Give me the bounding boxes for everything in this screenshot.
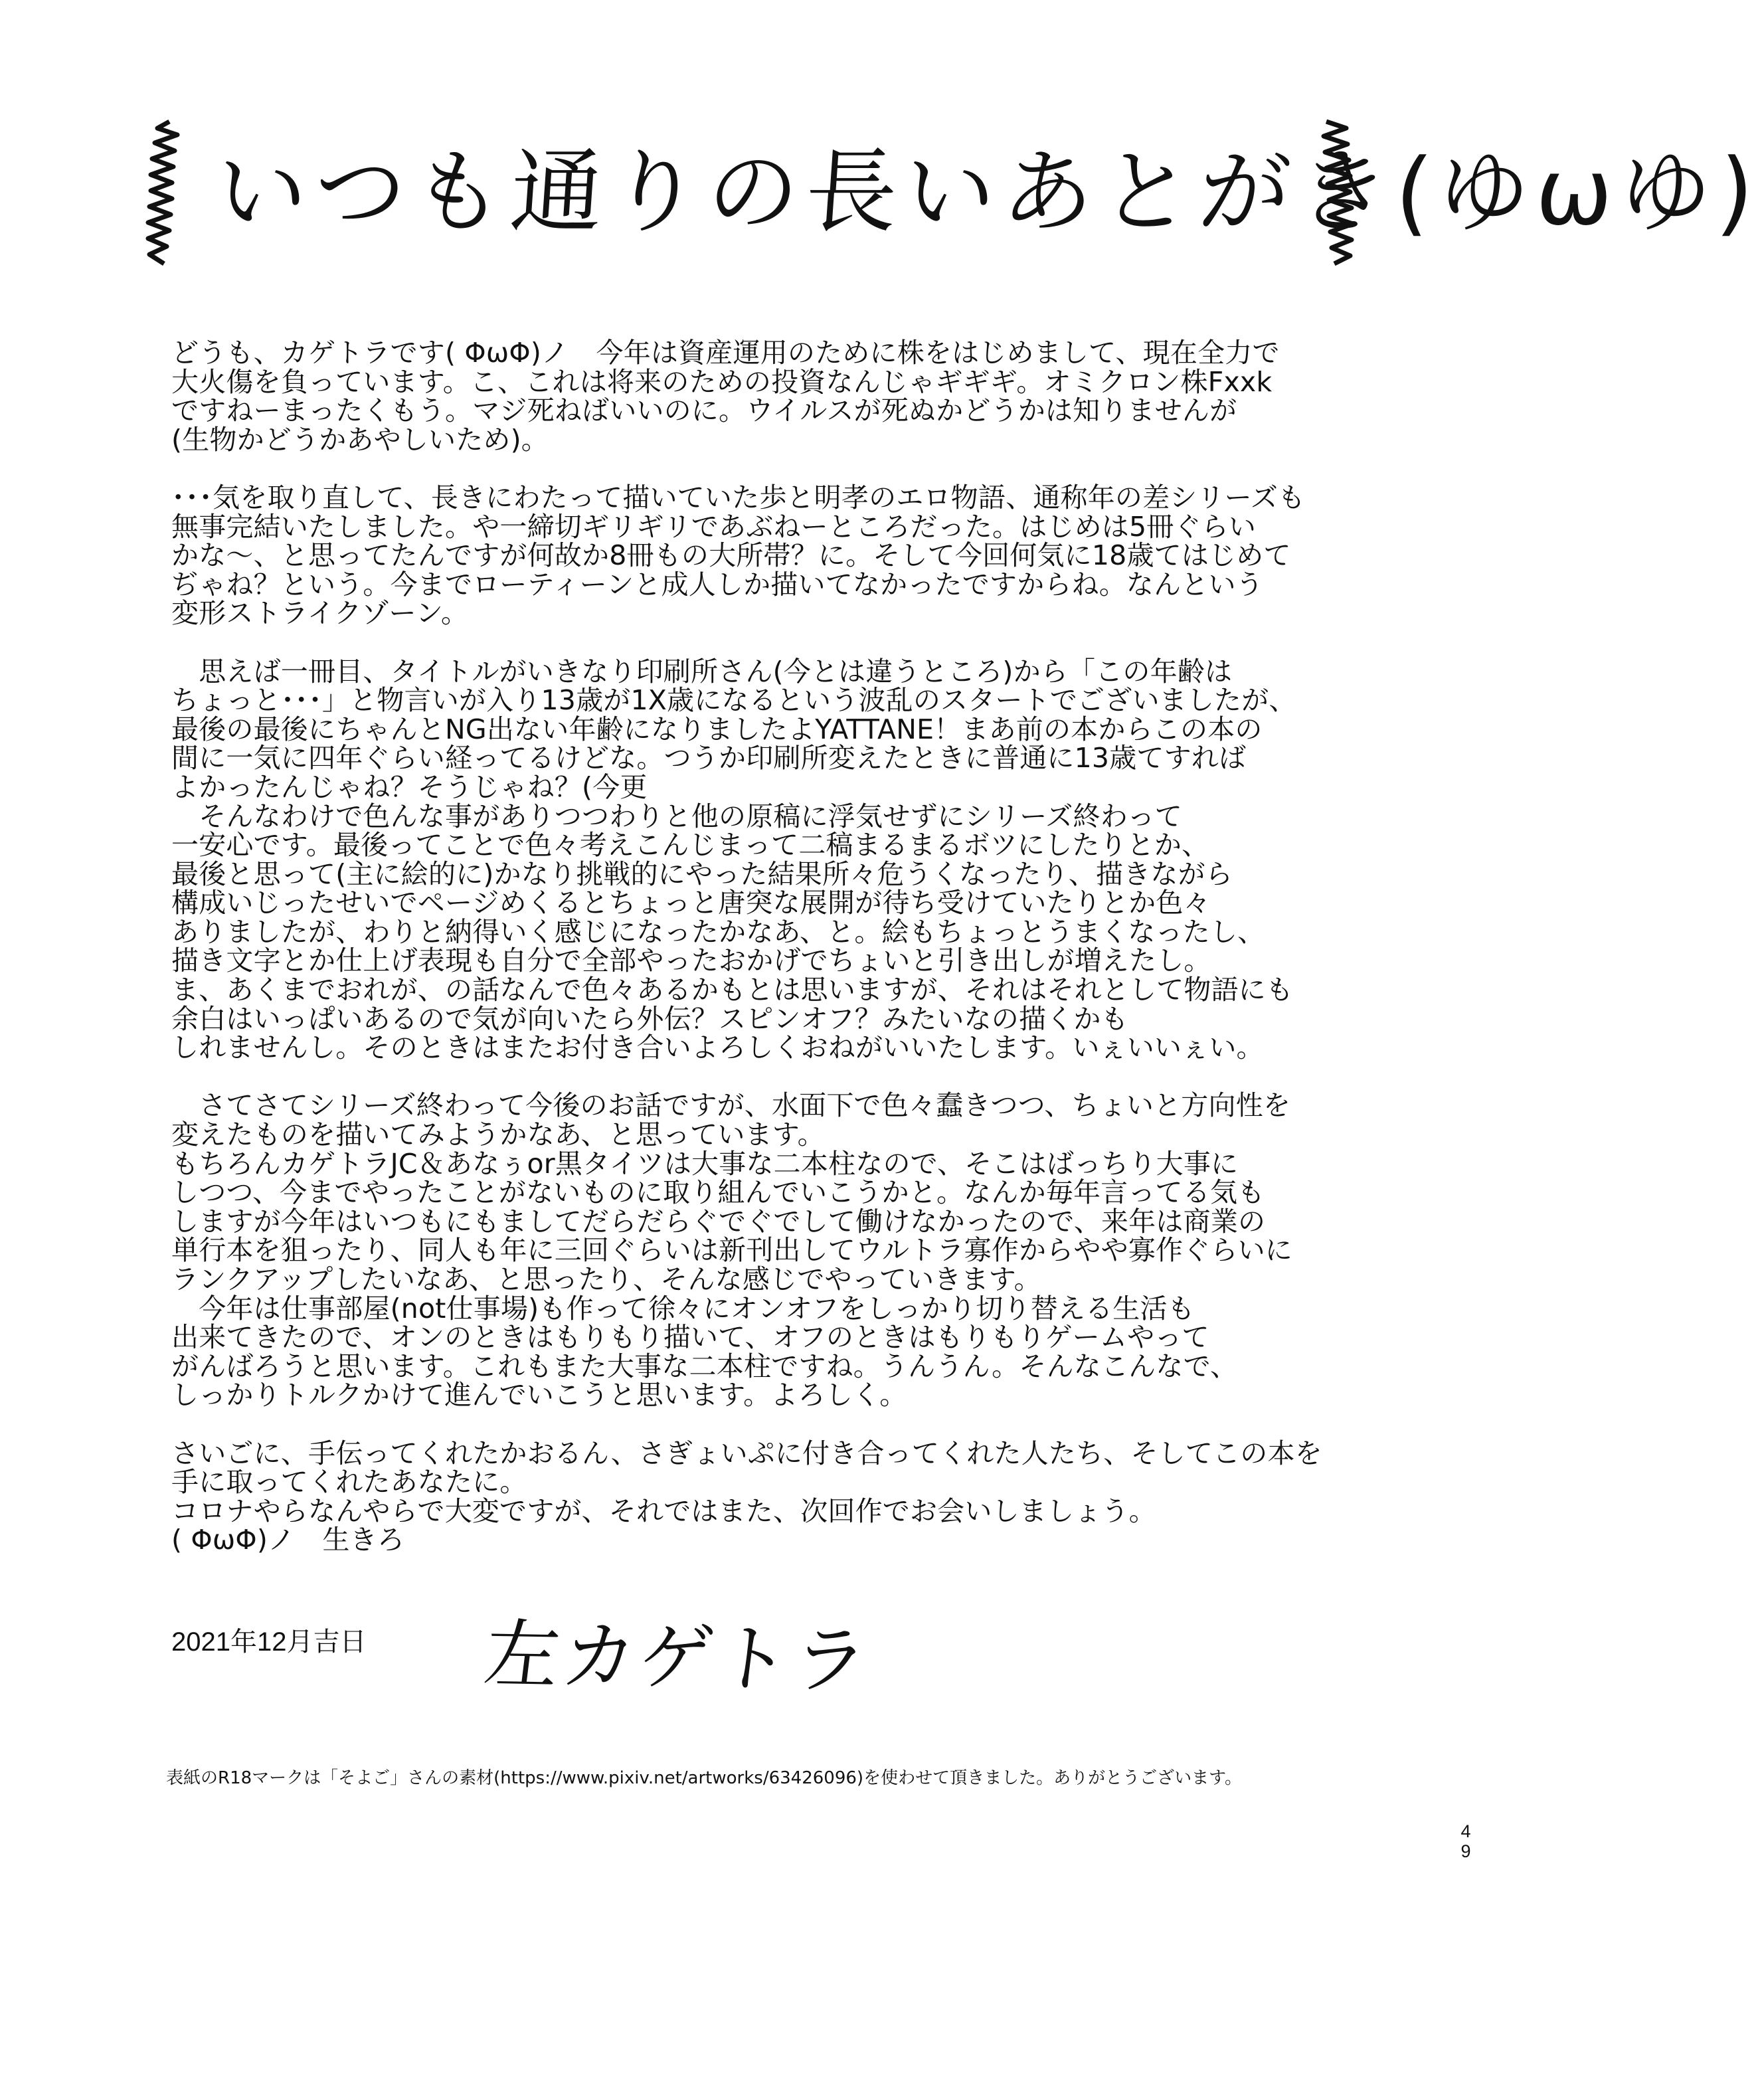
body-line: ランクアップしたいなあ、と思ったり、そんな感じでやっていきます。 (171, 1263, 1041, 1295)
body-line (171, 628, 1360, 658)
body-line: そんなわけで色んな事がありつつわりと他の原稿に浮気せずにシリーズ終わって (171, 800, 1182, 832)
body-line (171, 1410, 1360, 1439)
left-zigzag-decoration (148, 122, 177, 264)
body-line: 今年は仕事部屋(not仕事場)も作って徐々にオンオフをしっかり切り替える生活も (171, 1292, 1195, 1324)
author-signature (480, 1607, 875, 1707)
body-line: しますが今年はいつもにもましてだらだらぐでぐでして働けなかったので、来年は商業の (171, 1205, 1266, 1237)
body-line: しっかりトルクかけて進んでいこうと思います。よろしく。 (171, 1379, 907, 1412)
page-number-digit: 4 (1460, 1821, 1471, 1841)
body-line: 変形ストライクゾーン。 (171, 597, 469, 630)
body-line: ･･･気を取り直して、長きにわたって描いていた歩と明孝のエロ物語、通称年の差シリーズも (171, 481, 1306, 513)
body-line: (生物かどうかあやしいため)。 (171, 423, 549, 456)
body-line: 間に一気に四年ぐらい経ってるけどな。つうか印刷所変えたときに普通に13歳てすれば (171, 742, 1247, 774)
body-line: さてさてシリーズ終わって今後のお話ですが、水面下で色々蠢きつつ、ちょいと方向性を (171, 1089, 1291, 1122)
body-line: 一安心です。最後ってことで色々考えこんじまって二稿まるまるボツにしたりとか、 (171, 829, 1209, 862)
body-line: ( ΦωΦ)ノ 生きろ (171, 1524, 405, 1556)
body-line: がんばろうと思います。これもまた大事な二本柱ですね。うんうん。そんなこんなで、 (171, 1350, 1238, 1382)
body-line: しれませんし。そのときはまたお付き合いよろしくおねがいいたします。いぇいいぇい。 (171, 1032, 1264, 1064)
afterword-body (171, 339, 1360, 1555)
page-number (1456, 1821, 1476, 1861)
body-line: かな～、と思ってたんですが何故か8冊もの大所帯？に。そして今回何気に18歳てはじめて (171, 539, 1291, 572)
body-line: 手に取ってくれたあなたに。 (171, 1466, 527, 1499)
body-line: 余白はいっぱいあるので気が向いたら外伝？スピンオフ？みたいなの描くかも (171, 1002, 1128, 1035)
body-line: ちょっと･･･」と物言いが入り13歳が1X歳になるという波乱のスタートでございましたが、 (171, 684, 1296, 717)
body-line: 無事完結いたしました。や一締切ギリギリであぶねーところだった。はじめは5冊ぐらい (171, 510, 1257, 543)
body-line: ま、あくまでおれが、の話なんで色々あるかもとは思いますが、それはそれとして物語にも (171, 974, 1294, 1006)
body-line: もちろんカゲトラJC＆あなぅor黒タイツは大事な二本柱なので、そこはばっちり大事に (171, 1147, 1239, 1180)
body-line: 変えたものを描いてみようかなあ、と思っています。 (171, 1119, 825, 1151)
body-line: コロナやらなんやらで大変ですが、それではまた、次回作でお会いしましょう。 (171, 1495, 1156, 1527)
body-line: しつつ、今までやったことがないものに取り組んでいこうかと。なんか毎年言ってる気も (171, 1176, 1265, 1209)
body-line: どうも、カゲトラです( ΦωΦ)ノ 今年は資産運用のために株をはじめまして、現在全力で (171, 337, 1280, 369)
title-text: いつも通りの長いあとがき(ゆωゆ) (212, 139, 1764, 246)
body-line: ぢゃね？という。今までローティーンと成人しか描いてなかったですからね。なんという (171, 568, 1263, 600)
body-line: 最後と思って(主に絵的に)かなり挑戦的にやった結果所々危うくなったり、描きながら (171, 858, 1233, 890)
date-label: 2021年12月吉日 (171, 1627, 367, 1657)
body-line: 構成いじったせいでページめくるとちょっと唐突な展開が待ち受けていたりとか色々 (171, 887, 1211, 919)
body-line: 思えば一冊目、タイトルがいきなり印刷所さん(今とは違うところ)から「この年齢は (171, 655, 1233, 687)
body-line: 単行本を狙ったり、同人も年に三回ぐらいは新刊出してウルトラ寡作からやや寡作ぐらいに (171, 1234, 1292, 1267)
body-line: 出来てきたので、オンのときはもりもり描いて、オフのときはもりもりゲームやって (171, 1321, 1209, 1354)
signature-text: 左カゲトラ (480, 1611, 875, 1705)
page-number-digit: 9 (1460, 1841, 1471, 1861)
body-line: ありましたが、わりと納得いく感じになったかなあ、と。絵もちょっとうまくなったし、 (171, 915, 1265, 948)
body-line: 大火傷を負っています。こ、これは将来のための投資なんじゃギギギ。オミクロン株Fxxk (171, 365, 1273, 398)
cover-credit-footnote: 表紙のR18マークは「そよご」さんの素材(https://www.pixiv.net/artworks/63426096)を使わせて頂きました。ありがとうございます。 (166, 1768, 1243, 1788)
body-line (171, 454, 1360, 484)
body-line: 描き文字とか仕上げ表現も自分で全部やったおかげでちょいと引き出しが増えたし。 (171, 945, 1211, 977)
body-line: ですねーまったくもう。マジ死ねばいいのに。ウイルスが死ぬかどうかは知りませんが (171, 395, 1237, 427)
body-line: 最後の最後にちゃんとNG出ない年齢になりましたよYATTANE！まあ前の本からこの本の (171, 713, 1263, 745)
afterword-title (143, 116, 1764, 269)
body-line: よかったんじゃね？そうじゃね？(今更 (171, 771, 648, 803)
body-line (171, 1063, 1360, 1092)
body-line: さいごに、手伝ってくれたかおるん、さぎょいぷに付き合ってくれた人たち、そしてこの本を (171, 1437, 1322, 1469)
